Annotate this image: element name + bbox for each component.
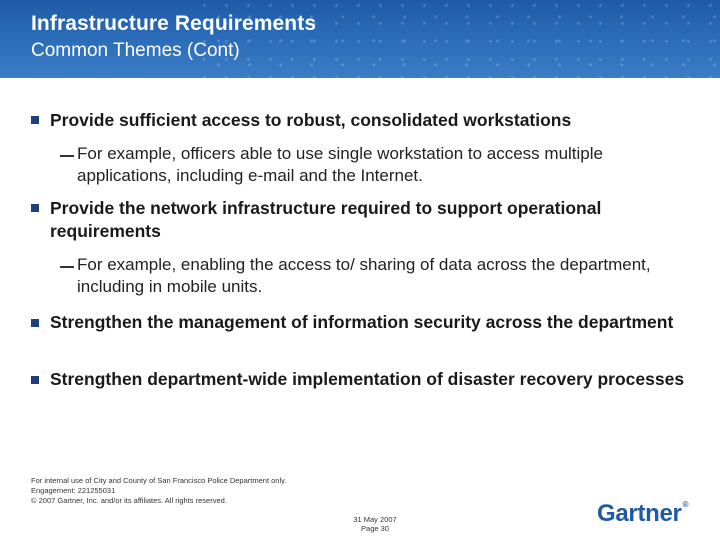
dash-icon	[60, 266, 74, 268]
bullet-square-icon	[31, 204, 39, 212]
footer-usage-line: For internal use of City and County of San Francisco Police Department only.	[31, 476, 287, 485]
footer-notice	[31, 476, 331, 506]
footer-copyright-line: © 2007 Gartner, Inc. and/or its affiliates. All rights reserved.	[31, 496, 227, 505]
sub-bullet-text: For example, enabling the access to/ sharing of data across the department, including in mobile units.	[77, 255, 651, 296]
bullet-square-icon	[31, 319, 39, 327]
footer-engagement-line: Engagement: 221255031	[31, 486, 116, 495]
registered-mark-icon: ®	[682, 500, 689, 509]
slide-subtitle: Common Themes (Cont)	[31, 40, 240, 61]
footer-date: 31 May 2007	[353, 515, 397, 524]
bullet-text: Provide the network infrastructure required to support operational requirements	[50, 198, 602, 241]
footer-date-page	[335, 515, 415, 533]
logo-text: Gartner	[597, 500, 682, 527]
bullet-text: Strengthen department-wide implementation of disaster recovery processes	[50, 369, 685, 389]
title-banner	[0, 0, 720, 78]
footer-page-number: Page 30	[361, 524, 389, 533]
bullet-text: Strengthen the management of information security across the department	[50, 312, 674, 332]
bullet-text: Provide sufficient access to robust, consolidated workstations	[50, 110, 572, 130]
sub-bullet-text: For example, officers able to use single workstation to access multiple applications, including e-mail and the Internet.	[77, 144, 603, 185]
dash-icon	[60, 155, 74, 157]
bullet-square-icon	[31, 376, 39, 384]
bullet-square-icon	[31, 116, 39, 124]
gartner-logo	[597, 500, 688, 528]
slide-title: Infrastructure Requirements	[31, 12, 317, 35]
